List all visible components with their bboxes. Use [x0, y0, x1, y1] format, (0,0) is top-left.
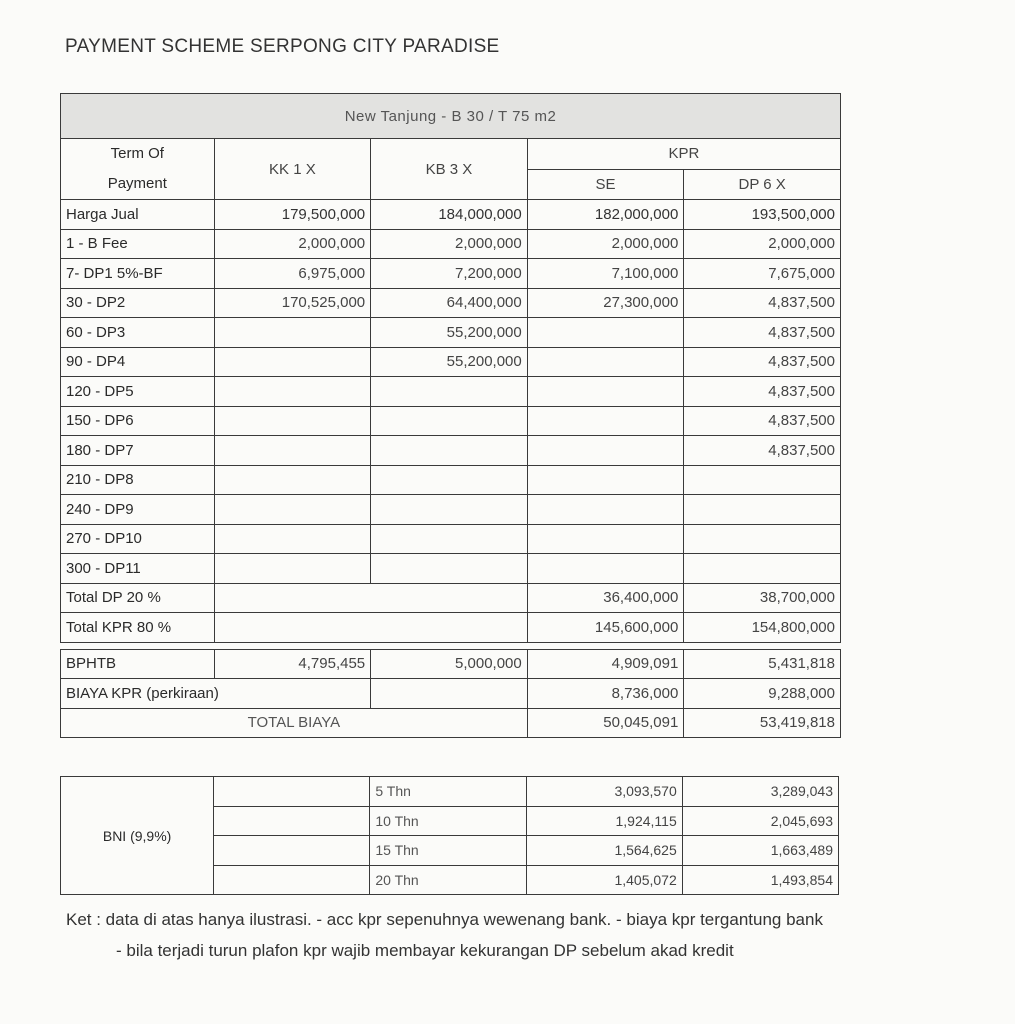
schedule-cell-kb: 55,200,000: [371, 347, 528, 377]
bni-dp6: 2,045,693: [682, 806, 838, 836]
schedule-cell-kk: [214, 406, 371, 436]
schedule-cell-kk: 2,000,000: [214, 229, 371, 259]
harga-kb: 184,000,000: [371, 200, 528, 230]
schedule-cell-kk: [214, 465, 371, 495]
schedule-row-label: 60 - DP3: [61, 318, 215, 348]
schedule-cell-dp6: 4,837,500: [684, 288, 841, 318]
kk-header: KK 1 X: [214, 139, 371, 200]
term-header-line2: Payment: [107, 175, 167, 192]
total-biaya-row: [61, 708, 841, 738]
schedule-cell-kk: [214, 524, 371, 554]
total-biaya-se: 50,045,091: [527, 708, 684, 738]
schedule-cell-se: 27,300,000: [527, 288, 684, 318]
schedule-cell-dp6: [684, 465, 841, 495]
dp6-header: DP 6 X: [684, 169, 841, 200]
se-header: SE: [527, 169, 684, 200]
footnote-line2: - bila terjadi turun plafon kpr wajib membayar kekurangan DP sebelum akad kredit: [116, 941, 734, 960]
schedule-cell-kb: 7,200,000: [371, 259, 528, 289]
schedule-row: [61, 406, 841, 436]
biaya-kpr-se: 8,736,000: [527, 679, 684, 709]
bni-se: 1,564,625: [526, 836, 682, 866]
schedule-cell-kk: [214, 318, 371, 348]
schedule-cell-se: [527, 524, 684, 554]
schedule-cell-se: 7,100,000: [527, 259, 684, 289]
bni-se: 3,093,570: [526, 777, 682, 807]
schedule-cell-kb: [371, 377, 528, 407]
schedule-row: [61, 436, 841, 466]
document-title: PAYMENT SCHEME SERPONG CITY PARADISE: [65, 36, 500, 57]
schedule-cell-kk: [214, 495, 371, 525]
schedule-cell-dp6: [684, 524, 841, 554]
schedule-cell-kk: 6,975,000: [214, 259, 371, 289]
schedule-cell-kk: [214, 436, 371, 466]
schedule-cell-dp6: 4,837,500: [684, 406, 841, 436]
schedule-cell-kb: [371, 465, 528, 495]
schedule-row: [61, 465, 841, 495]
schedule-cell-se: [527, 465, 684, 495]
footnote: [66, 904, 823, 966]
total-kpr-se: 145,600,000: [527, 613, 684, 643]
schedule-row: [61, 259, 841, 289]
schedule-cell-dp6: 4,837,500: [684, 436, 841, 466]
schedule-cell-dp6: 4,837,500: [684, 318, 841, 348]
schedule-row-label: 180 - DP7: [61, 436, 215, 466]
harga-kk: 179,500,000: [214, 200, 371, 230]
schedule-row: [61, 524, 841, 554]
bni-tenor: 15 Thn: [370, 836, 526, 866]
schedule-row-label: 1 - B Fee: [61, 229, 215, 259]
table-title: New Tanjung - B 30 / T 75 m2: [61, 94, 841, 139]
bphtb-dp6: 5,431,818: [684, 649, 841, 679]
bni-se: 1,405,072: [526, 865, 682, 895]
schedule-cell-dp6: [684, 554, 841, 584]
schedule-cell-kb: [371, 406, 528, 436]
schedule-row-label: 7- DP1 5%-BF: [61, 259, 215, 289]
total-dp-label: Total DP 20 %: [61, 583, 215, 613]
schedule-cell-kb: [371, 436, 528, 466]
schedule-row-label: 210 - DP8: [61, 465, 215, 495]
schedule-cell-kb: 2,000,000: [371, 229, 528, 259]
biaya-kpr-empty: [371, 679, 528, 709]
bni-empty: [214, 777, 370, 807]
header-row-1: [61, 139, 841, 170]
bni-tenor: 10 Thn: [370, 806, 526, 836]
bni-dp6: 1,493,854: [682, 865, 838, 895]
schedule-cell-se: [527, 495, 684, 525]
schedule-row-label: 300 - DP11: [61, 554, 215, 584]
schedule-cell-dp6: [684, 495, 841, 525]
schedule-row: [61, 554, 841, 584]
total-biaya-dp6: 53,419,818: [684, 708, 841, 738]
bni-se: 1,924,115: [526, 806, 682, 836]
harga-dp6: 193,500,000: [684, 200, 841, 230]
schedule-cell-dp6: 7,675,000: [684, 259, 841, 289]
schedule-cell-kk: 170,525,000: [214, 288, 371, 318]
biaya-kpr-dp6: 9,288,000: [684, 679, 841, 709]
harga-jual-row: [61, 200, 841, 230]
payment-scheme-table: [60, 93, 841, 738]
total-kpr-empty: [214, 613, 527, 643]
total-kpr-dp6: 154,800,000: [684, 613, 841, 643]
bni-tenor: 20 Thn: [370, 865, 526, 895]
total-dp-empty: [214, 583, 527, 613]
schedule-row-label: 270 - DP10: [61, 524, 215, 554]
schedule-cell-kb: [371, 495, 528, 525]
bni-dp6: 3,289,043: [682, 777, 838, 807]
biaya-kpr-row: [61, 679, 841, 709]
bphtb-row: [61, 649, 841, 679]
schedule-cell-se: [527, 347, 684, 377]
schedule-cell-se: [527, 406, 684, 436]
bni-label: BNI (9,9%): [61, 777, 214, 895]
schedule-row-label: 240 - DP9: [61, 495, 215, 525]
total-kpr-row: [61, 613, 841, 643]
bni-empty: [214, 865, 370, 895]
bni-dp6: 1,663,489: [682, 836, 838, 866]
total-dp-dp6: 38,700,000: [684, 583, 841, 613]
schedule-row: [61, 347, 841, 377]
schedule-row: [61, 318, 841, 348]
bni-installment-table: [60, 776, 839, 895]
schedule-cell-dp6: 4,837,500: [684, 347, 841, 377]
total-dp-row: [61, 583, 841, 613]
schedule-row: [61, 229, 841, 259]
schedule-cell-kk: [214, 554, 371, 584]
schedule-cell-se: [527, 436, 684, 466]
schedule-cell-dp6: 2,000,000: [684, 229, 841, 259]
schedule-cell-se: 2,000,000: [527, 229, 684, 259]
schedule-row-label: 150 - DP6: [61, 406, 215, 436]
table-title-row: [61, 94, 841, 139]
bphtb-kb: 5,000,000: [371, 649, 528, 679]
term-header-line1: Term Of: [110, 145, 164, 162]
total-dp-se: 36,400,000: [527, 583, 684, 613]
schedule-cell-kb: [371, 524, 528, 554]
total-kpr-label: Total KPR 80 %: [61, 613, 215, 643]
kb-header: KB 3 X: [371, 139, 528, 200]
schedule-row-label: 90 - DP4: [61, 347, 215, 377]
total-biaya-label: TOTAL BIAYA: [61, 708, 528, 738]
biaya-kpr-label: BIAYA KPR (perkiraan): [61, 679, 371, 709]
schedule-row: [61, 288, 841, 318]
schedule-row-label: 30 - DP2: [61, 288, 215, 318]
bni-empty: [214, 836, 370, 866]
spacer-row: [61, 642, 841, 649]
harga-se: 182,000,000: [527, 200, 684, 230]
harga-jual-label: Harga Jual: [61, 200, 215, 230]
schedule-row-label: 120 - DP5: [61, 377, 215, 407]
bphtb-se: 4,909,091: [527, 649, 684, 679]
bphtb-label: BPHTB: [61, 649, 215, 679]
bni-empty: [214, 806, 370, 836]
schedule-cell-se: [527, 377, 684, 407]
schedule-cell-kb: 55,200,000: [371, 318, 528, 348]
term-of-payment-header: [61, 139, 215, 200]
schedule-cell-kk: [214, 347, 371, 377]
schedule-cell-kb: [371, 554, 528, 584]
kpr-header: KPR: [527, 139, 840, 170]
schedule-row: [61, 377, 841, 407]
bni-row: [61, 777, 839, 807]
schedule-row: [61, 495, 841, 525]
bni-tenor: 5 Thn: [370, 777, 526, 807]
schedule-cell-dp6: 4,837,500: [684, 377, 841, 407]
schedule-cell-kb: 64,400,000: [371, 288, 528, 318]
schedule-cell-kk: [214, 377, 371, 407]
schedule-cell-se: [527, 554, 684, 584]
bphtb-kk: 4,795,455: [214, 649, 371, 679]
footnote-line1: Ket : data di atas hanya ilustrasi. - acc kpr sepenuhnya wewenang bank. - biaya kpr tergantung bank: [66, 910, 823, 929]
schedule-cell-se: [527, 318, 684, 348]
